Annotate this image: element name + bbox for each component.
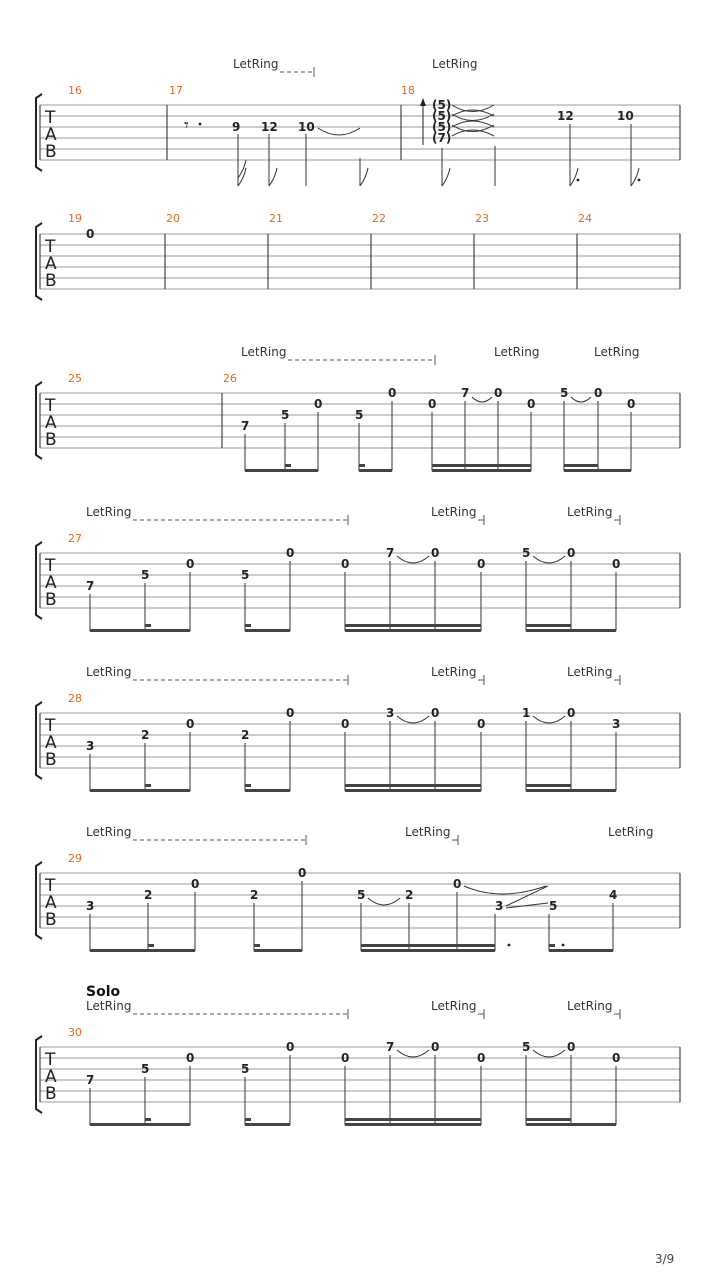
tab-clef-b: B xyxy=(45,142,57,162)
fret-number: 0 xyxy=(286,1040,295,1054)
system-bracket xyxy=(36,862,42,939)
staff-lines xyxy=(40,234,680,289)
fret-number: 7 xyxy=(86,1073,95,1087)
fret-number: 0 xyxy=(186,1051,195,1065)
tab-clef-a: A xyxy=(45,893,57,913)
beams xyxy=(90,624,616,632)
fret-number: 0 xyxy=(477,717,486,731)
tab-clef-b: B xyxy=(45,590,57,610)
fret-number: 0 xyxy=(431,706,440,720)
fret-number: 0 xyxy=(314,397,323,411)
fret-number: 12 xyxy=(261,120,278,134)
tab-clef-b: B xyxy=(45,430,57,450)
measure-number: 30 xyxy=(68,1026,82,1039)
fret-number: 5 xyxy=(241,1062,250,1076)
measure-number: 27 xyxy=(68,532,82,545)
page-number: 3/9 xyxy=(655,1252,675,1266)
tab-clef-t: T xyxy=(45,556,56,576)
let-ring-label: LetRing xyxy=(86,999,132,1013)
let-ring-label: LetRing xyxy=(494,345,540,359)
fret-number: 0 xyxy=(428,397,437,411)
fret-number: 0 xyxy=(431,546,440,560)
fret-number: 0 xyxy=(186,557,195,571)
let-ring-label: LetRing xyxy=(594,345,640,359)
system-2 xyxy=(36,212,680,300)
fret-number: 0 xyxy=(341,1051,350,1065)
fret-number: 3 xyxy=(386,706,395,720)
fret-number: 2 xyxy=(144,888,153,902)
section-label: Solo xyxy=(86,984,121,1000)
let-ring-label: LetRing xyxy=(567,505,613,519)
system-5 xyxy=(36,665,680,792)
fret-number: 0 xyxy=(594,386,603,400)
barlines xyxy=(40,105,680,160)
fret-number: 0 xyxy=(453,877,462,891)
fret-number: 7 xyxy=(386,1040,395,1054)
barlines xyxy=(40,1047,680,1102)
let-ring-label: LetRing xyxy=(241,345,287,359)
let-ring-label: LetRing xyxy=(86,665,132,679)
fret-number: 0 xyxy=(567,706,576,720)
let-ring-label: LetRing xyxy=(86,505,132,519)
beams xyxy=(90,1118,616,1126)
fret-number: 7 xyxy=(461,386,470,400)
fret-number: 1 xyxy=(522,706,531,720)
fret-number: 3 xyxy=(495,899,504,913)
fret-number: 0 xyxy=(341,557,350,571)
fret-number: 0 xyxy=(477,557,486,571)
system-bracket xyxy=(36,223,42,300)
system-bracket xyxy=(36,94,42,171)
fret-number: 2 xyxy=(250,888,259,902)
measure-number: 21 xyxy=(269,212,283,225)
fret-number: 5 xyxy=(522,546,531,560)
fret-number: 7 xyxy=(86,579,95,593)
measure-number: 24 xyxy=(578,212,592,225)
fret-number: (5) xyxy=(432,109,452,123)
measure-number: 25 xyxy=(68,372,82,385)
let-ring-label: LetRing xyxy=(567,665,613,679)
measure-number: 17 xyxy=(169,84,183,97)
let-ring-label: LetRing xyxy=(405,825,451,839)
tab-clef-a: A xyxy=(45,254,57,274)
tab-clef-a: A xyxy=(45,125,57,145)
fret-number: 0 xyxy=(298,866,307,880)
fret-number: 3 xyxy=(86,899,95,913)
fret-number: 0 xyxy=(86,227,95,241)
measure-number: 28 xyxy=(68,692,82,705)
staff-lines xyxy=(40,553,680,608)
system-3 xyxy=(36,345,680,472)
fret-number: 5 xyxy=(560,386,569,400)
measure-number: 26 xyxy=(223,372,237,385)
system-7 xyxy=(36,984,680,1126)
fret-number: (7) xyxy=(432,131,452,145)
tab-clef-a: A xyxy=(45,1067,57,1087)
fret-number: 9 xyxy=(232,120,241,134)
tie-arcs xyxy=(452,105,494,136)
barlines xyxy=(40,234,680,289)
measure-number: 16 xyxy=(68,84,82,97)
system-bracket xyxy=(36,542,42,619)
fret-number: 0 xyxy=(341,717,350,731)
rest-symbol: 𝄾 xyxy=(184,115,189,136)
fret-number: 2 xyxy=(141,728,150,742)
fret-number: 5 xyxy=(549,899,558,913)
fret-number: 2 xyxy=(241,728,250,742)
barlines xyxy=(40,713,680,768)
tab-clef-t: T xyxy=(45,108,56,128)
staff-lines xyxy=(40,105,680,160)
let-ring-label: LetRing xyxy=(233,57,279,71)
fret-number: 5 xyxy=(357,888,366,902)
fret-number: 0 xyxy=(286,706,295,720)
fret-number: 3 xyxy=(86,739,95,753)
fret-number: 3 xyxy=(612,717,621,731)
note-stems xyxy=(90,1055,616,1125)
barlines xyxy=(40,553,680,608)
fret-number: 0 xyxy=(612,1051,621,1065)
fret-number: 10 xyxy=(617,109,634,123)
system-bracket xyxy=(36,702,42,779)
system-6 xyxy=(36,825,680,952)
fret-number: 0 xyxy=(494,386,503,400)
beams xyxy=(90,944,613,952)
beams xyxy=(90,784,616,792)
fret-number: 0 xyxy=(186,717,195,731)
fret-number: 2 xyxy=(405,888,414,902)
measure-number: 23 xyxy=(475,212,489,225)
fret-number: 0 xyxy=(477,1051,486,1065)
fret-number: 0 xyxy=(388,386,397,400)
let-ring-label: LetRing xyxy=(567,999,613,1013)
note-stems xyxy=(90,721,616,791)
fret-number: 0 xyxy=(527,397,536,411)
note-stems xyxy=(90,881,613,951)
beams xyxy=(245,464,631,472)
staff-lines xyxy=(40,713,680,768)
let-ring-label: LetRing xyxy=(86,825,132,839)
tie-arc xyxy=(318,128,360,135)
tab-clef-t: T xyxy=(45,876,56,896)
system-bracket xyxy=(36,1036,42,1113)
fret-number: 0 xyxy=(286,546,295,560)
measure-number: 22 xyxy=(372,212,386,225)
tab-clef-t: T xyxy=(45,396,56,416)
system-1 xyxy=(36,57,680,186)
fret-number: 0 xyxy=(191,877,200,891)
fret-number: 0 xyxy=(627,397,636,411)
tab-clef-a: A xyxy=(45,573,57,593)
let-ring-label: LetRing xyxy=(431,665,477,679)
tab-clef-b: B xyxy=(45,750,57,770)
system-4 xyxy=(36,505,680,632)
fret-number: 5 xyxy=(141,1062,150,1076)
fret-number: 5 xyxy=(141,568,150,582)
measure-number: 29 xyxy=(68,852,82,865)
fret-number: 7 xyxy=(386,546,395,560)
fret-number: 0 xyxy=(431,1040,440,1054)
fret-number: 5 xyxy=(355,408,364,422)
fret-number: 7 xyxy=(241,419,250,433)
tab-clef-a: A xyxy=(45,413,57,433)
let-ring-label: LetRing xyxy=(608,825,654,839)
fret-number: 12 xyxy=(557,109,574,123)
fret-number: 4 xyxy=(609,888,618,902)
fret-number: (5) xyxy=(432,120,452,134)
fret-number: (5) xyxy=(432,98,452,112)
measure-number: 18 xyxy=(401,84,415,97)
fret-number: 10 xyxy=(298,120,315,134)
fret-number: 0 xyxy=(567,546,576,560)
tab-clef-a: A xyxy=(45,733,57,753)
tab-clef-t: T xyxy=(45,716,56,736)
fret-number: 5 xyxy=(281,408,290,422)
let-ring-label: LetRing xyxy=(432,57,478,71)
note-stems xyxy=(245,401,631,471)
tab-clef-t: T xyxy=(45,237,56,257)
fret-number: 0 xyxy=(567,1040,576,1054)
arrow-up-icon xyxy=(420,98,426,106)
let-ring-label: LetRing xyxy=(431,505,477,519)
staff-lines xyxy=(40,1047,680,1102)
fret-number: 5 xyxy=(522,1040,531,1054)
tab-clef-t: T xyxy=(45,1050,56,1070)
measure-number: 19 xyxy=(68,212,82,225)
measure-number: 20 xyxy=(166,212,180,225)
note-stems xyxy=(90,561,616,631)
fret-number: 5 xyxy=(241,568,250,582)
fret-number: 0 xyxy=(612,557,621,571)
tab-clef-b: B xyxy=(45,1084,57,1104)
let-ring-label: LetRing xyxy=(431,999,477,1013)
tab-clef-b: B xyxy=(45,271,57,291)
tab-clef-b: B xyxy=(45,910,57,930)
system-bracket xyxy=(36,382,42,459)
